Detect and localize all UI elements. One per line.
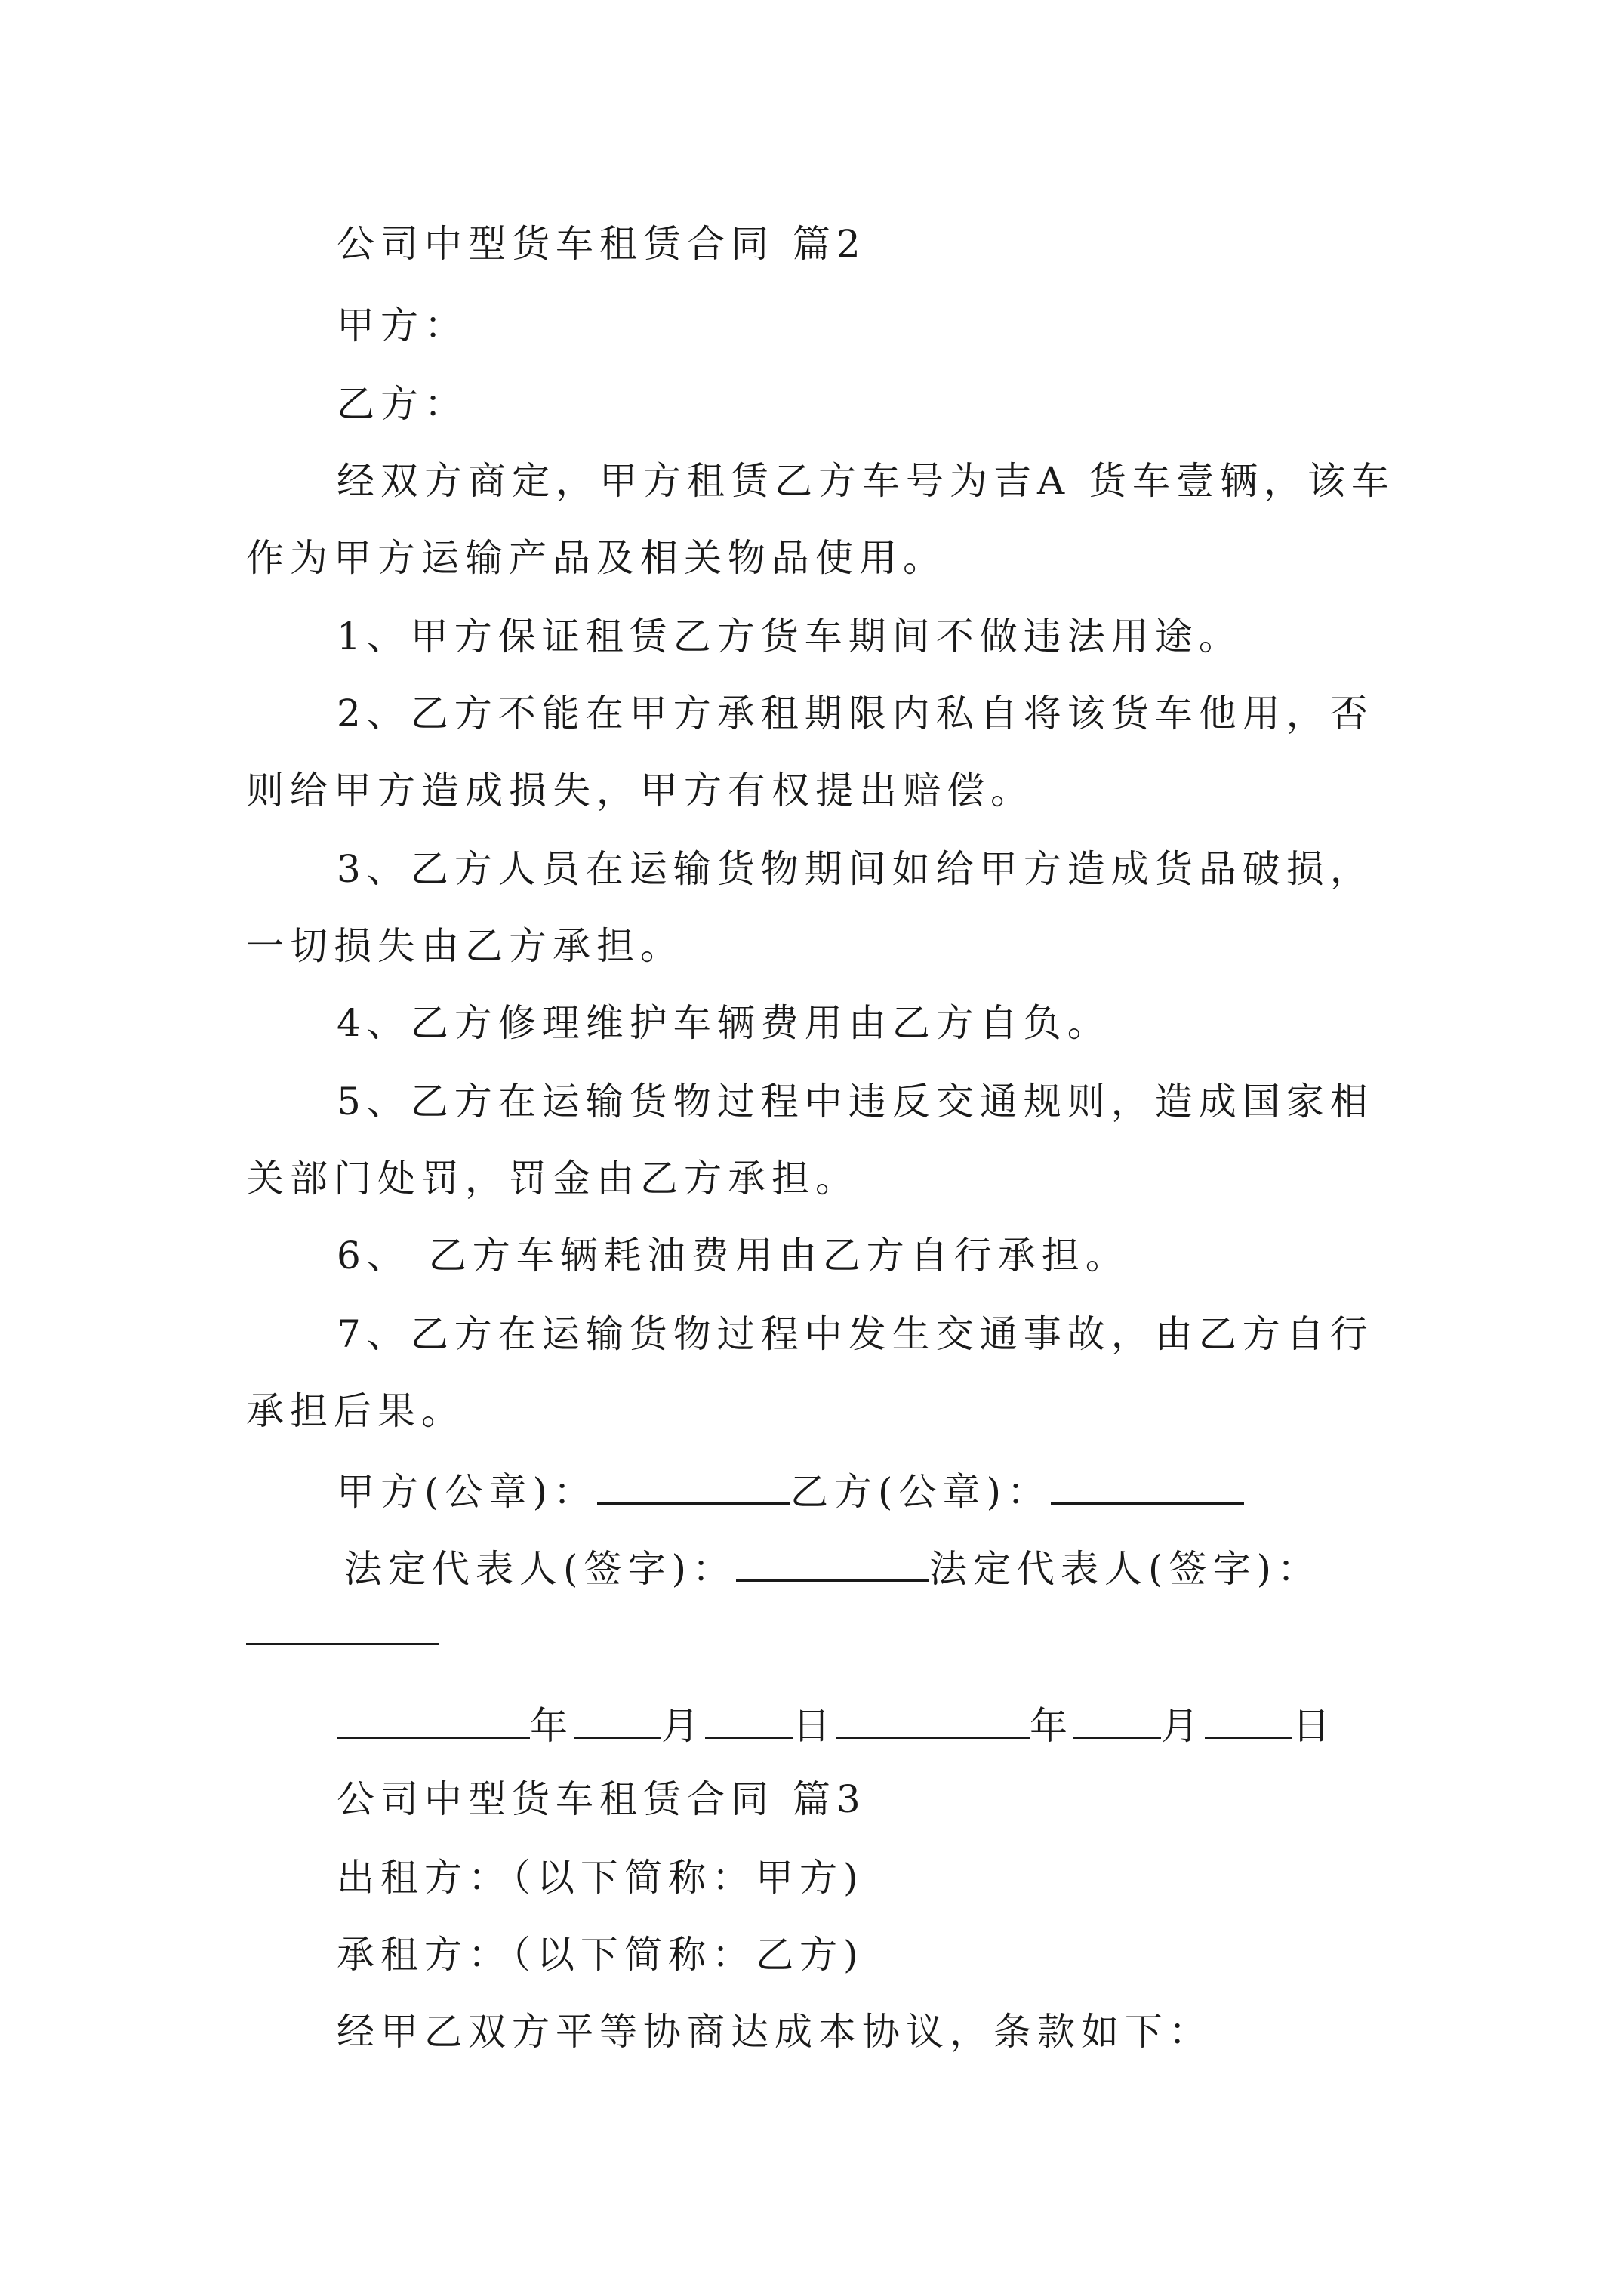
date-line <box>337 1703 1336 1748</box>
party-a-rep-blank <box>736 1546 929 1582</box>
section-title: 公司中型货车租赁合同 篇2 <box>337 222 867 266</box>
year-blank <box>836 1703 1030 1739</box>
clause-3: 3、乙方人员在运输货物期间如给甲方造成货品破损， <box>337 847 1374 891</box>
clause-5: 5、乙方在运输货物过程中违反交通规则，造成国家相 <box>337 1080 1374 1123</box>
party-a-label: 甲方： <box>337 304 468 347</box>
clause-1: 1、甲方保证租赁乙方货车期间不做违法用途。 <box>337 615 1243 658</box>
day-label: 日 <box>1292 1704 1336 1748</box>
month-label: 月 <box>1161 1704 1205 1748</box>
clause-3-continued: 一切损失由乙方承担。 <box>246 924 684 968</box>
lessee-label: 承租方：（以下简称：乙方) <box>337 1933 864 1977</box>
clause-5-continued: 关部门处罚，罚金由乙方承担。 <box>246 1157 859 1200</box>
lessor-label: 出租方：（以下简称：甲方) <box>337 1856 864 1900</box>
day-blank <box>1205 1703 1292 1739</box>
clause-7: 7、乙方在运输货物过程中发生交通事故，由乙方自行 <box>337 1312 1374 1356</box>
clause-4: 4、乙方修理维护车辆费用由乙方自负。 <box>337 1001 1111 1045</box>
intro-paragraph-line: 经双方商定，甲方租赁乙方车号为吉A 货车壹辆，该车 <box>337 459 1396 503</box>
clause-2: 2、乙方不能在甲方承租期限内私自将该货车他用，否 <box>337 692 1374 735</box>
party-a-seal-label: 甲方(公章)： <box>337 1470 598 1514</box>
seal-line <box>337 1469 1244 1514</box>
party-a-seal-blank <box>597 1469 790 1505</box>
month-label: 月 <box>661 1704 705 1748</box>
party-b-rep-label: 法定代表人(签字)： <box>929 1547 1322 1591</box>
party-b-rep-blank <box>246 1643 439 1645</box>
clause-7-continued: 承担后果。 <box>246 1389 465 1433</box>
party-a-rep-label: 法定代表人(签字)： <box>344 1547 737 1591</box>
party-b-seal-label: 乙方(公章)： <box>790 1470 1052 1514</box>
section-title: 公司中型货车租赁合同 篇3 <box>337 1777 867 1821</box>
year-blank <box>337 1703 530 1739</box>
party-b-label: 乙方： <box>337 382 468 426</box>
month-blank <box>1073 1703 1161 1739</box>
clause-2-continued: 则给甲方造成损失，甲方有权提出赔偿。 <box>246 769 1034 812</box>
year-label: 年 <box>530 1704 574 1748</box>
intro-paragraph-line: 作为甲方运输产品及相关物品使用。 <box>246 536 947 580</box>
day-blank <box>705 1703 793 1739</box>
day-label: 日 <box>793 1704 836 1748</box>
month-blank <box>574 1703 661 1739</box>
representative-line <box>344 1546 1322 1591</box>
section3-intro: 经甲乙双方平等协商达成本协议，条款如下： <box>337 2010 1212 2054</box>
party-b-seal-blank <box>1051 1469 1244 1505</box>
clause-6: 6、 乙方车辆耗油费用由乙方自行承担。 <box>337 1234 1129 1277</box>
year-label: 年 <box>1030 1704 1073 1748</box>
